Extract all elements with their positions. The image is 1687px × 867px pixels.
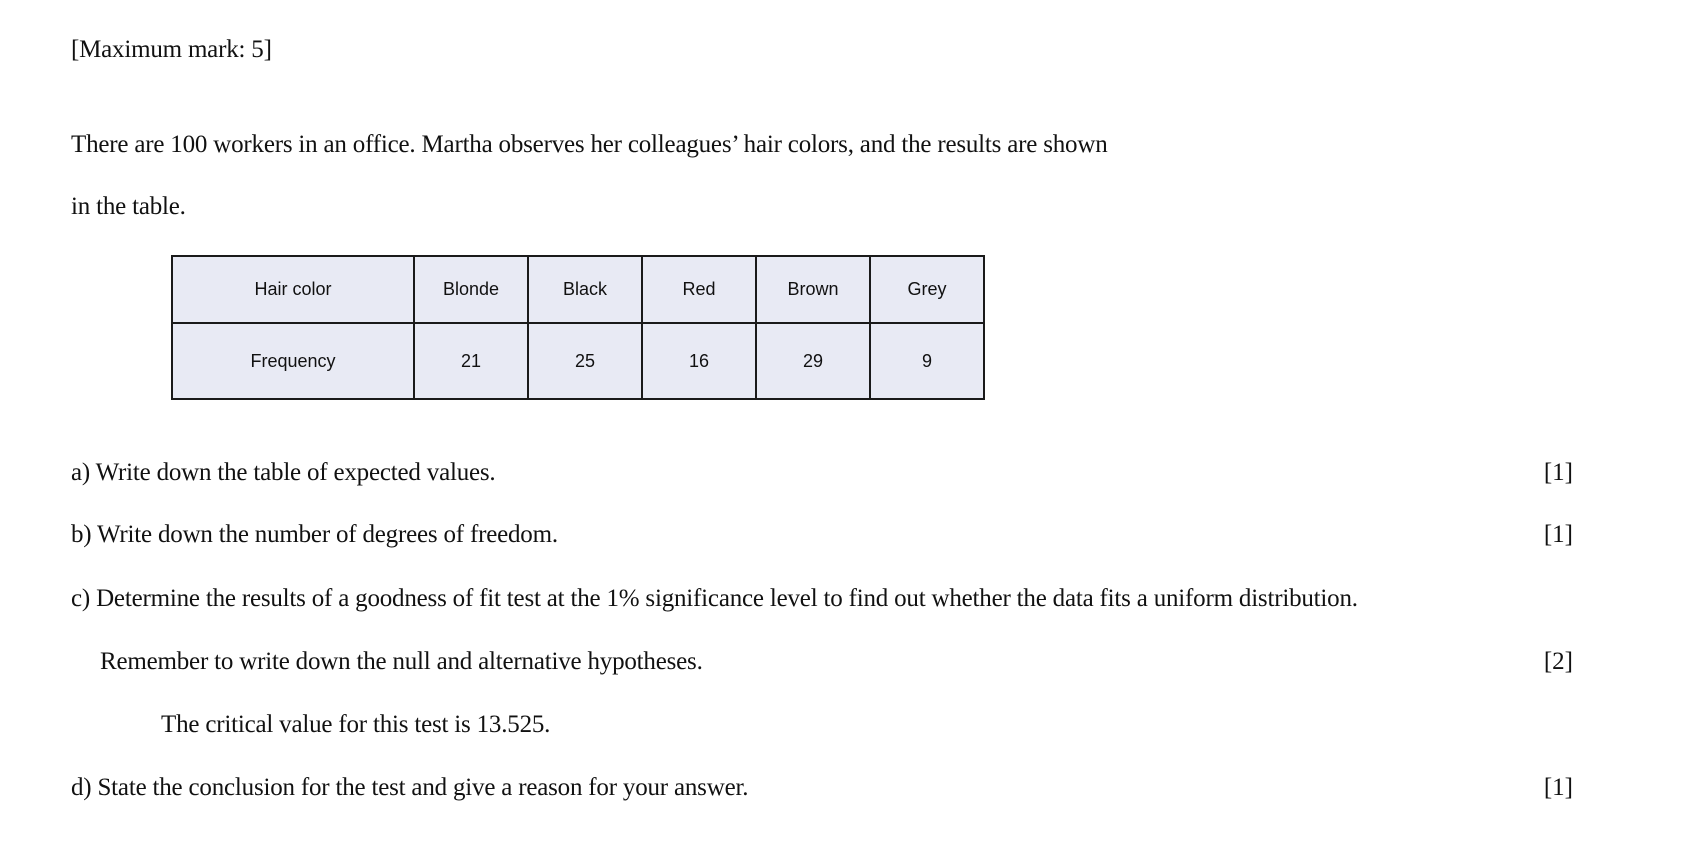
question-c-hypotheses-reminder: Remember to write down the null and alternative hypotheses.	[100, 648, 703, 675]
question-b: b) Write down the number of degrees of freedom.	[71, 521, 558, 548]
intro-text-line-1: There are 100 workers in an office. Martha observes her colleagues’ hair colors, and the results are shown	[71, 131, 1108, 158]
table-row-frequency	[172, 323, 984, 399]
max-mark-label: [Maximum mark: 5]	[71, 36, 272, 63]
critical-value-note: The critical value for this test is 13.525.	[161, 711, 551, 738]
question-d: d) State the conclusion for the test and give a reason for your answer.	[71, 774, 749, 801]
frequency-red: 16	[642, 323, 756, 399]
question-b-mark: [1]	[1543, 521, 1573, 548]
intro-text-line-2: in the table.	[71, 193, 186, 220]
row-header-frequency: Frequency	[172, 323, 414, 399]
question-c-mark: [2]	[1543, 648, 1573, 675]
question-a-mark: [1]	[1543, 459, 1573, 486]
question-a: a) Write down the table of expected values.	[71, 459, 496, 486]
frequency-blonde: 21	[414, 323, 528, 399]
category-grey: Grey	[870, 256, 984, 323]
category-black: Black	[528, 256, 642, 323]
frequency-grey: 9	[870, 323, 984, 399]
table-row-hair-color	[172, 256, 984, 323]
question-c: c) Determine the results of a goodness of fit test at the 1% significance level to find out whether the data fits a uniform distribution.	[71, 585, 1358, 612]
row-header-hair-color: Hair color	[172, 256, 414, 323]
hair-color-frequency-table	[171, 255, 985, 400]
question-d-mark: [1]	[1543, 774, 1573, 801]
category-blonde: Blonde	[414, 256, 528, 323]
frequency-black: 25	[528, 323, 642, 399]
frequency-brown: 29	[756, 323, 870, 399]
category-red: Red	[642, 256, 756, 323]
category-brown: Brown	[756, 256, 870, 323]
